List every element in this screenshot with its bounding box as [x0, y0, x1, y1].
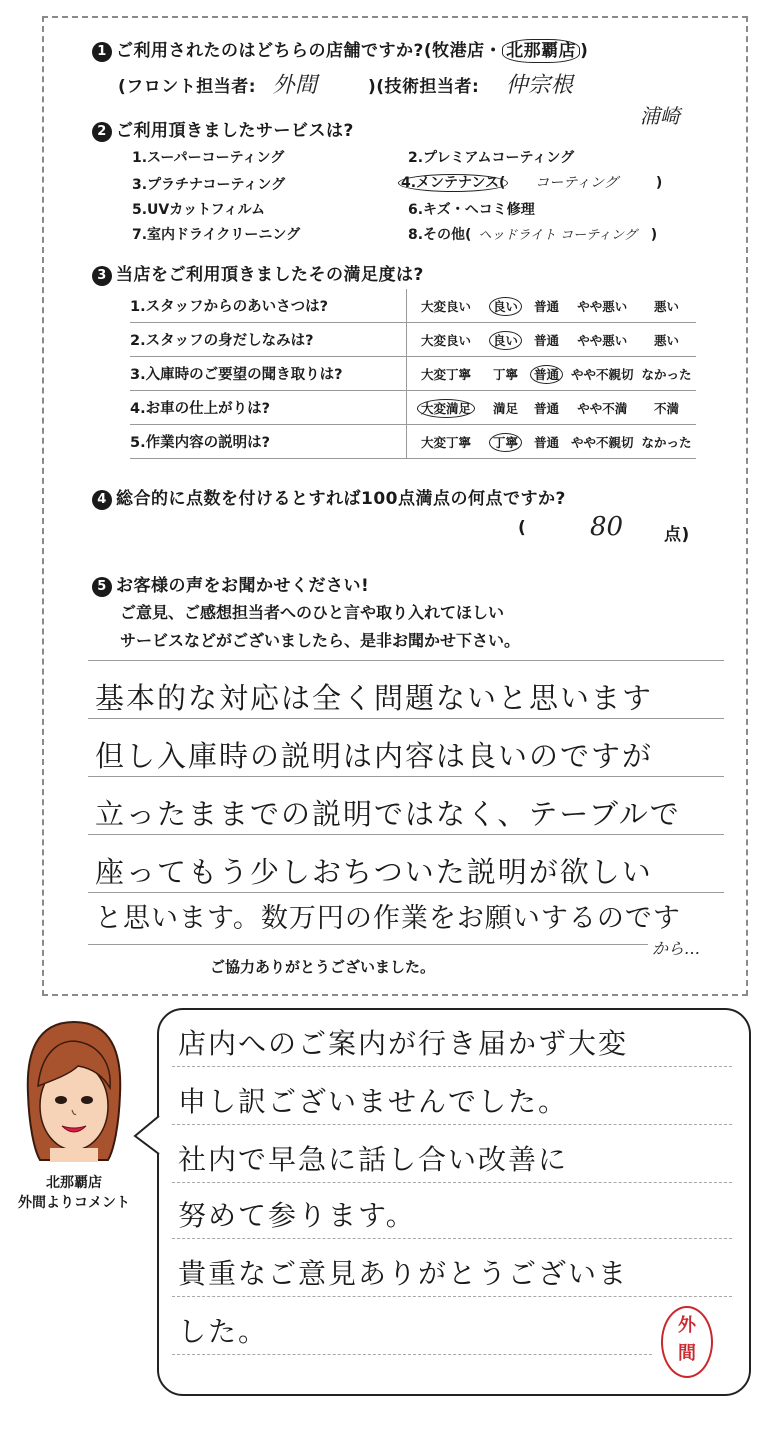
stamp-char-1: 外: [678, 1315, 696, 1336]
rating-choice-cell: [485, 323, 526, 357]
rating-choice: なかった: [641, 434, 692, 450]
rating-row: [130, 289, 696, 323]
service-option-5: 5.UVカットフィルム: [132, 202, 266, 218]
service-option-4-label: 4.メンテナンス(: [398, 174, 508, 192]
ruled-line: [88, 718, 724, 719]
rating-choice-selected: 良い: [489, 297, 522, 316]
question-1: [92, 36, 588, 62]
service-option-8-label: 8.その他(: [408, 227, 472, 243]
store-option-makiminato: 牧港店: [432, 41, 485, 61]
rating-choice-cell: [526, 425, 567, 459]
ruled-line: [88, 834, 724, 835]
service-option-6: 6.キズ・ヘコミ修理: [408, 202, 535, 218]
ruled-line: [172, 1354, 652, 1355]
front-staff-name: 外間: [272, 73, 318, 98]
ruled-line: [88, 944, 648, 945]
score-value: 80: [590, 512, 624, 542]
rating-choice: 丁寧: [493, 366, 519, 382]
rating-choice-cell: [567, 323, 638, 357]
service-option-8: [408, 224, 657, 244]
rating-choice: やや悪い: [577, 298, 628, 314]
rating-choice: やや悪い: [577, 332, 628, 348]
rating-choice: 普通: [534, 400, 560, 416]
rating-choice-cell: [567, 289, 638, 323]
close-paren: ): [655, 175, 663, 191]
rating-choice-cell: [407, 425, 486, 459]
score-unit: 点): [664, 525, 690, 545]
question-3-text: 当店をご利用頂きましたその満足度は?: [116, 265, 424, 285]
close-paren: ): [580, 41, 589, 61]
customer-comment-line: 基本的な対応は全く問題ないと思います: [95, 681, 654, 715]
service-option-2: 2.プレミアムコーティング: [408, 150, 575, 166]
rating-item-label: 4.お車の仕上がりは?: [130, 391, 407, 425]
service-option-4-fill: コーティング: [535, 175, 618, 191]
rating-item-label: 5.作業内容の説明は?: [130, 425, 407, 459]
question-2-text: ご利用頂きましたサービスは?: [116, 121, 354, 141]
service-option-1: 1.スーパーコーティング: [132, 150, 285, 166]
rating-choice: 大変丁寧: [420, 366, 471, 382]
rating-choice: 普通: [534, 434, 560, 450]
rating-row: [130, 323, 696, 357]
rating-choice: やや不親切: [571, 434, 634, 450]
rating-choice-cell: [485, 289, 526, 323]
store-option-kitanaha: 北那覇店: [502, 39, 580, 63]
rating-choice: 普通: [534, 298, 560, 314]
question-number: 1: [92, 42, 112, 62]
rating-item-label: 1.スタッフからのあいさつは?: [130, 289, 407, 323]
rating-choice-cell: [567, 391, 638, 425]
question-number: 3: [92, 266, 112, 286]
separator-dot: ・: [484, 41, 503, 61]
rating-choice-cell: [407, 357, 486, 391]
question-number: 4: [92, 490, 112, 510]
rating-choice: やや不親切: [571, 366, 634, 382]
question-4: [92, 484, 566, 510]
rating-row: [130, 391, 696, 425]
customer-comment-line: 但し入庫時の説明は内容は良いのですが: [95, 739, 654, 773]
rating-choice-cell: [526, 357, 567, 391]
name-seal-stamp: [661, 1306, 713, 1378]
reply-line: 申し訳ございませんでした。: [178, 1085, 569, 1118]
reply-line: 社内で早急に話し合い改善に: [178, 1143, 569, 1176]
rating-choice-cell: [638, 425, 696, 459]
rating-choice-selected: 大変満足: [417, 399, 475, 418]
ruled-line: [88, 776, 724, 777]
rating-choice: 悪い: [654, 298, 680, 314]
rating-row: [130, 425, 696, 459]
ruled-line: [172, 1238, 732, 1239]
question-2: [92, 116, 354, 142]
ruled-line: [172, 1066, 732, 1067]
rating-choice-cell: [485, 391, 526, 425]
question-5-line-3: サービスなどがございましたら、是非お聞かせ下さい。: [120, 631, 521, 650]
front-staff-line: [118, 68, 573, 99]
rating-choice-cell: [638, 323, 696, 357]
satisfaction-table: [130, 289, 696, 459]
rating-choice-selected: 普通: [530, 365, 563, 384]
rating-choice: 不満: [654, 400, 680, 416]
reply-line: した。: [178, 1315, 269, 1348]
question-1-text: ご利用されたのはどちらの店舗ですか?(: [116, 41, 433, 61]
ruled-line: [88, 892, 724, 893]
rating-choice-cell: [526, 323, 567, 357]
rating-choice: なかった: [641, 366, 692, 382]
rating-choice: 大変良い: [420, 332, 471, 348]
tech-staff-label: )(技術担当者:: [367, 77, 480, 97]
ruled-line: [88, 660, 724, 661]
rating-choice-cell: [638, 391, 696, 425]
question-5-text: お客様の声をお聞かせください!: [116, 576, 370, 596]
rating-choice-cell: [485, 425, 526, 459]
rating-item-label: 3.入庫時のご要望の聞き取りは?: [130, 357, 407, 391]
rating-choice: 悪い: [654, 332, 680, 348]
customer-comment-line: と思います。数万円の作業をお願いするのです: [95, 903, 681, 934]
front-staff-label: (フロント担当者:: [118, 77, 257, 97]
ruled-line: [172, 1124, 732, 1125]
question-number: 5: [92, 577, 112, 597]
service-option-7: 7.室内ドライクリーニング: [132, 227, 301, 243]
rating-choice-cell: [638, 289, 696, 323]
service-option-4: [398, 172, 662, 192]
service-option-8-fill: ヘッドライト コーティング: [478, 228, 637, 243]
staff-caption-store: 北那覇店: [46, 1175, 102, 1191]
staff-caption-comment: 外間よりコメント: [18, 1195, 130, 1211]
rating-choice: 普通: [534, 332, 560, 348]
rating-choice-cell: [526, 391, 567, 425]
rating-choice-cell: [638, 357, 696, 391]
service-option-3: 3.プラチナコーティング: [132, 177, 286, 193]
ruled-line: [172, 1296, 732, 1297]
customer-comment-line: 座ってもう少しおちついた説明が欲しい: [95, 855, 653, 889]
ruled-line: [172, 1182, 732, 1183]
rating-choice: 大変良い: [420, 298, 471, 314]
question-5-line-2: ご意見、ご感想担当者へのひと言や取り入れてほしい: [120, 603, 505, 622]
close-paren: ): [650, 227, 658, 243]
question-5: [92, 571, 369, 597]
score-open-paren: (: [518, 518, 527, 538]
rating-choice: 満足: [493, 400, 519, 416]
reply-line: 努めて参ります。: [178, 1199, 416, 1232]
speech-bubble-tail: [132, 1110, 162, 1160]
rating-choice-cell: [567, 357, 638, 391]
rating-choice-cell: [407, 391, 486, 425]
customer-comment-tail: から…: [652, 939, 701, 958]
staff-avatar: [14, 1016, 134, 1190]
rating-choice-cell: [407, 289, 486, 323]
tech-staff-name-1: 仲宗根: [505, 73, 574, 98]
rating-choice-cell: [485, 357, 526, 391]
stamp-char-2: 間: [678, 1343, 696, 1364]
question-4-text: 総合的に点数を付けるとすれば100点満点の何点ですか?: [116, 489, 566, 509]
rating-choice-cell: [407, 323, 486, 357]
rating-choice-selected: 良い: [489, 331, 522, 350]
rating-choice: やや不満: [577, 400, 628, 416]
rating-choice-selected: 丁寧: [489, 433, 522, 452]
question-3: [92, 260, 424, 286]
rating-choice-cell: [526, 289, 567, 323]
rating-choice-cell: [567, 425, 638, 459]
rating-row: [130, 357, 696, 391]
question-number: 2: [92, 122, 112, 142]
customer-comment-line: 立ったままでの説明ではなく、テーブルで: [95, 797, 681, 831]
rating-choice: 大変丁寧: [420, 434, 471, 450]
tech-staff-name-2: 浦崎: [640, 104, 680, 128]
thanks-message: ご協力ありがとうございました。: [210, 958, 436, 976]
reply-line: 店内へのご案内が行き届かず大変: [178, 1027, 629, 1060]
reply-line: 貴重なご意見ありがとうございま: [178, 1257, 629, 1290]
rating-item-label: 2.スタッフの身だしなみは?: [130, 323, 407, 357]
